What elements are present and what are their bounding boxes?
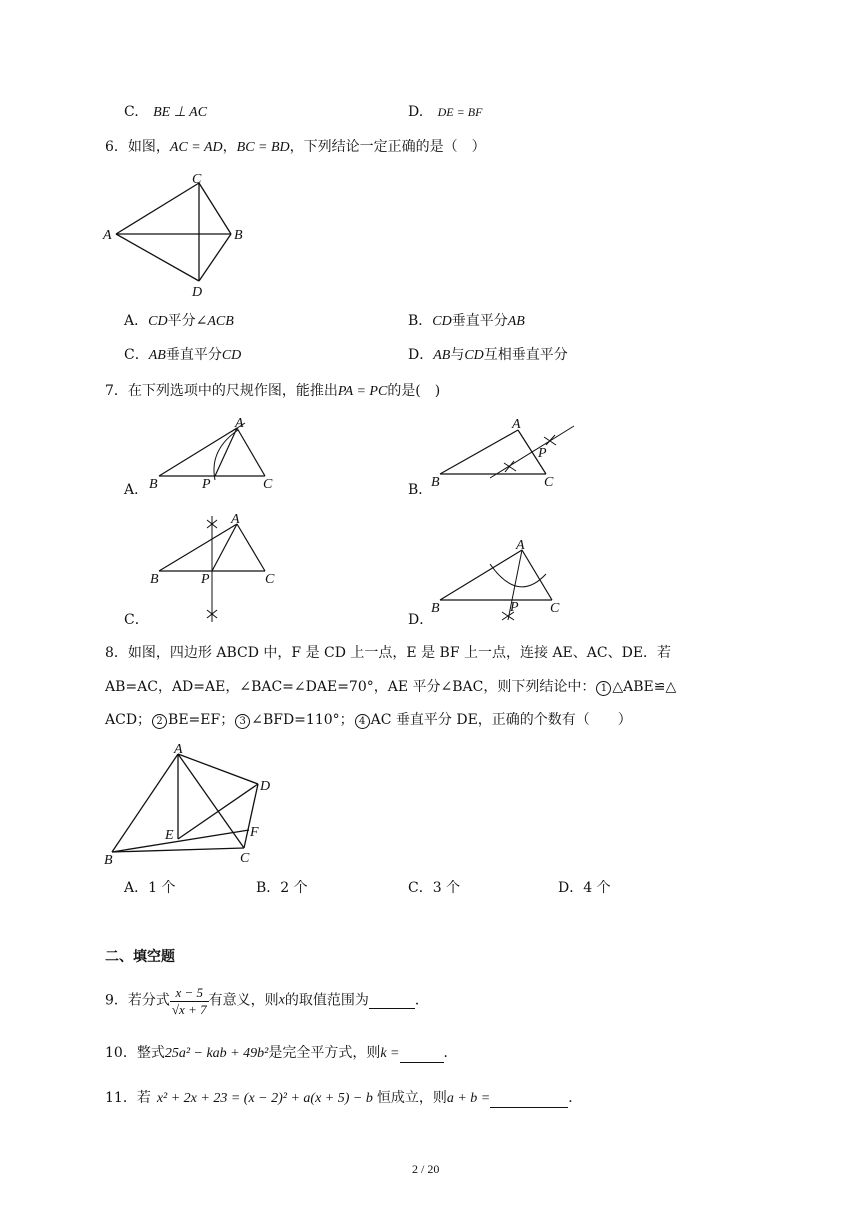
answer-blank[interactable] [369, 994, 415, 1009]
label-b: B [431, 601, 440, 616]
option-prefix: C． [124, 347, 149, 363]
answer-blank[interactable] [400, 1048, 444, 1063]
option-math: AB [433, 348, 451, 363]
option-text: 垂直平分 [451, 313, 508, 329]
stem-math: AC = AD [169, 140, 223, 155]
circled-number: 4 [355, 714, 370, 729]
q7-figure-a [145, 414, 285, 496]
question-number: 10． [105, 1045, 137, 1061]
label-a: A [235, 416, 244, 431]
q10 [105, 1045, 458, 1063]
q7-option-b-label: B． [408, 482, 433, 498]
stem-math: a + b = [446, 1091, 491, 1106]
label-p: P [538, 446, 547, 461]
q6-option-a [124, 313, 234, 331]
label-d: D [192, 285, 203, 300]
stem-text: ． [568, 1090, 583, 1106]
q7-figure-c [145, 510, 285, 625]
option-prefix: C. [124, 104, 139, 120]
stem-text: ． [443, 1045, 458, 1061]
question-number: 6． [105, 139, 128, 155]
stem-text: 有意义，则 [208, 992, 279, 1009]
option-text: 平分∠ [167, 313, 208, 329]
option-prefix: D． [408, 347, 434, 363]
stem-text: 如图， [127, 139, 170, 155]
q8-option-b: B．2 个 [256, 880, 308, 896]
label-p: P [510, 600, 519, 615]
label-a: A [103, 228, 112, 243]
q7-option-a-label: A． [124, 482, 149, 498]
option-text: 垂直平分 [165, 347, 222, 363]
q9 [105, 985, 429, 1017]
stem-text: ∠BFD=110°； [251, 712, 354, 728]
stem-text: BE=EF； [168, 712, 235, 728]
stem-text: 整式 [136, 1045, 165, 1061]
label-c: C [192, 172, 202, 187]
stem-text: ． [414, 992, 429, 1009]
q8-stem-line-2 [105, 679, 676, 696]
question-number: 9． [105, 992, 128, 1009]
option-math: CD [148, 314, 168, 329]
q7-option-d-label: D． [408, 612, 434, 628]
label-b: B [150, 572, 159, 587]
stem-math: 25a² − kab + 49b² [164, 1046, 269, 1061]
q8-stem-line-1 [105, 645, 671, 662]
label-c: C [550, 601, 560, 616]
q7-option-c-label: C． [124, 612, 149, 628]
option-math: CD [432, 314, 452, 329]
q8-stem-line-3 [105, 712, 632, 729]
label-a: A [516, 538, 525, 553]
q7-figure-d [428, 534, 588, 626]
stem-math: BC = BD [236, 140, 290, 155]
label-p: P [201, 572, 210, 587]
option-math: DE = BF [437, 105, 483, 119]
label-p: P [202, 477, 211, 492]
stem-text: 的取值范围为 [284, 992, 369, 1009]
stem-text: AB=AC，AD=AE，∠BAC=∠DAE=70°，AE 平分∠BAC，则下列结论中： [105, 679, 596, 695]
q8-option-c: C．3 个 [408, 880, 461, 896]
q8-option-a: A．1 个 [124, 880, 176, 896]
stem-math: x² + 2x + 23 = (x − 2)² + a(x + 5) − b [156, 1091, 373, 1106]
stem-text: 是完全平方式，则 [268, 1045, 381, 1061]
label-b: B [149, 477, 158, 492]
stem-text: 恒成立，则 [376, 1090, 447, 1106]
option-text: 互相垂直平分 [483, 347, 568, 363]
circled-number: 1 [596, 681, 611, 696]
fraction [170, 985, 209, 1017]
page-number: 2 / 20 [412, 1162, 440, 1176]
option-math: ACB [207, 314, 234, 329]
option-prefix: D. [408, 104, 424, 120]
stem-text: 如图，四边形 ABCD 中，F 是 CD 上一点，E 是 BF 上一点，连接 AE、AC、DE．若 [127, 645, 672, 661]
stem-text: △ABE≌△ [612, 679, 677, 695]
q11 [105, 1090, 582, 1108]
stem-math: x [278, 992, 285, 1008]
option-math: CD [464, 348, 484, 363]
question-number: 11． [105, 1090, 137, 1106]
option-prefix: B． [408, 313, 433, 329]
q5-option-c [124, 104, 207, 122]
q6-option-d [408, 347, 568, 365]
stem-text: 若 [136, 1090, 151, 1106]
option-math: CD [221, 348, 242, 363]
stem-text: ，下列结论一定正确的是（ ） [289, 139, 486, 155]
label-a: A [174, 742, 183, 757]
label-c: C [265, 572, 275, 587]
stem-text: 的是( ) [387, 383, 441, 399]
label-b: B [234, 228, 243, 243]
label-e: E [165, 828, 174, 843]
question-number: 7． [105, 383, 128, 399]
label-d: D [260, 779, 271, 794]
q6-option-b [408, 313, 525, 331]
fraction-numerator: x − 5 [170, 985, 209, 1002]
q6-stem [105, 139, 486, 157]
option-prefix: A． [124, 313, 149, 329]
section-title: 二、填空题 [105, 949, 175, 965]
q8-figure [100, 740, 290, 868]
label-a: A [512, 417, 521, 432]
stem-text: ， [222, 139, 237, 155]
stem-math: k = [380, 1046, 400, 1061]
q6-option-c [124, 347, 241, 365]
stem-math: PA = PC [337, 384, 388, 399]
option-math: AB [507, 314, 525, 329]
option-text: 与 [450, 347, 465, 363]
stem-text: 在下列选项中的尺规作图，能推出 [127, 383, 338, 399]
answer-blank[interactable] [490, 1093, 568, 1108]
circled-number: 3 [235, 714, 250, 729]
q8-option-d: D．4 个 [558, 880, 611, 896]
question-number: 8． [105, 645, 128, 661]
stem-text: AC 垂直平分 DE，正确的个数有（ ） [370, 712, 632, 728]
q7-figure-b [428, 414, 588, 496]
label-c: C [544, 475, 554, 490]
q5-option-d [408, 104, 482, 121]
label-b: B [104, 853, 113, 868]
label-c: C [240, 851, 250, 866]
circled-number: 2 [152, 714, 167, 729]
option-math: AB [148, 348, 166, 363]
label-a: A [231, 512, 240, 527]
stem-text: ACD； [105, 712, 152, 728]
q7-stem [105, 383, 440, 401]
q6-figure [100, 168, 260, 303]
stem-text: 若分式 [127, 992, 170, 1009]
label-b: B [431, 475, 440, 490]
label-f: F [250, 825, 259, 840]
label-c: C [263, 477, 273, 492]
fraction-denominator: √x + 7 [171, 1001, 207, 1017]
option-math: BE ⊥ AC [153, 105, 208, 120]
